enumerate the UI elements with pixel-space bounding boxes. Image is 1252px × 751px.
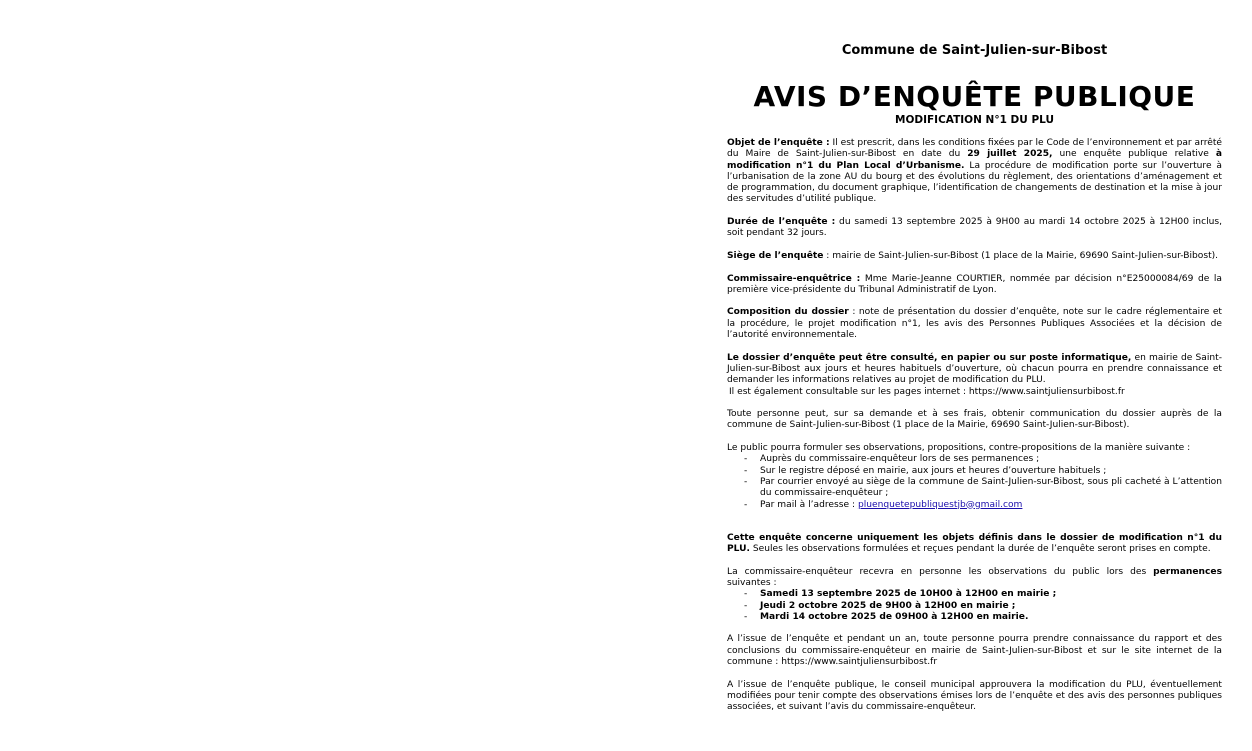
- consultation-paragraph: [727, 353, 1222, 398]
- communication-paragraph: Toute personne peut, sur sa demande et à ses frais, obtenir communication du dossier auprès de la commune de Saint-Julien-sur-Bibost (1 place de la Mairie, 69690 Saint-Julien-sur-Bibost).: [727, 409, 1222, 431]
- observations-intro: Le public pourra formuler ses observations, propositions, contre-propositions de la manière suivante :: [727, 443, 1191, 454]
- notice-subtitle: MODIFICATION N°1 DU PLU: [895, 114, 1054, 126]
- list-item: [727, 601, 1222, 612]
- siege-paragraph: [727, 251, 1222, 262]
- observations-list: [727, 454, 1222, 510]
- mail-prefix: Par mail à l’adresse :: [760, 499, 858, 510]
- concerne-bold: Cette enquête concerne uniquement les objets définis dans le dossier de modification n°1 du PLU.: [727, 532, 1222, 555]
- duree-label: Durée de l’enquête :: [727, 217, 836, 228]
- composition-label: Composition du dossier: [727, 307, 849, 318]
- list-item: [727, 612, 1222, 623]
- approbation-paragraph: A l’issue de l’enquête publique, le conseil municipal approuvera la modification du PLU, éventuellement modifiées pour tenir compte des observations émises lors de l’enquête et des avis des personnes publiques associées, et suivant l’avis du commissaire-enquêteur.: [727, 679, 1222, 713]
- permanences-intro-bold: permanences: [1153, 566, 1222, 577]
- siege-text: : mairie de Saint-Julien-sur-Bibost (1 place de la Mairie, 69690 Saint-Julien-sur-Bibost).: [823, 250, 1219, 261]
- notice-body: [727, 138, 1222, 714]
- permanences-intro-text: La commissaire-enquêteur recevra en personne les observations du public lors des: [727, 566, 1154, 577]
- rapport-paragraph: A l’issue de l’enquête et pendant un an, toute personne pourra prendre connaissance du rapport et des conclusions du commissaire-enquêteur en mairie de Saint-Julien-sur-Bibost et sur le site internet de la commune : https://www.saintjuliensurbibost.fr: [727, 634, 1222, 668]
- permanences-list: [727, 589, 1222, 623]
- permanences-intro-end: suivantes :: [727, 577, 777, 588]
- concerne-text: Seules les observations formulées et reçues pendant la durée de l’enquête seront prises en compte.: [749, 544, 1211, 555]
- list-item: [727, 500, 1222, 511]
- list-item: - Par courrier envoyé au siège de la commune de Saint-Julien-sur-Bibost, sous pli cacheté à L’attention du commissaire-enquêteur ;: [727, 477, 1222, 500]
- commune-name: Commune de Saint-Julien-sur-Bibost: [841, 43, 1108, 58]
- notice-title: AVIS D’ENQUÊTE PUBLIQUE: [753, 80, 1196, 113]
- commissaire-paragraph: [727, 274, 1222, 297]
- siege-label: Siège de l’enquête: [727, 250, 824, 261]
- permanences-intro: [727, 567, 1222, 590]
- objet-bold-object: à modification n°1 du Plan Local d’Urbanisme.: [727, 149, 1222, 171]
- composition-text: : note de présentation du dossier d’enquête, note sur le cadre réglementaire et la procédure, le projet modification n°1, les avis des Personnes Publiques Associées et la décision de l’autorité environnementale.: [727, 307, 1223, 341]
- duree-paragraph: [727, 217, 1222, 240]
- permanence-date: Mardi 14 octobre 2025 de 09H00 à 12H00 en mairie.: [760, 611, 1029, 622]
- objet-text3: La procédure de modification porte sur l’ouverture à l’urbanisation de la zone AU du bourg et des évolutions du règlement, des orientations d’aménagement et de programmation, du document graphique, l’identification de changements de destination et la mise à jour des servitudes d’utilité publique.: [727, 160, 1223, 205]
- notice-page: [727, 40, 1222, 745]
- objet-text1: Il est prescrit, dans les conditions fixées par le Code de l’environnement et par arrêté du Maire de Saint-Julien-sur-Bibost en date du: [727, 138, 1223, 160]
- list-item: - Sur le registre déposé en mairie, aux jours et heures d’ouverture habituels ;: [727, 466, 1222, 477]
- email-link[interactable]: pluenquetepubliquestjb@gmail.com: [857, 499, 1023, 510]
- composition-paragraph: [727, 307, 1222, 341]
- permanence-date: Jeudi 2 octobre 2025 de 9H00 à 12H00 en mairie ;: [760, 600, 1016, 611]
- objet-label: Objet de l’enquête :: [727, 138, 830, 148]
- objet-paragraph: [727, 138, 1222, 206]
- list-item: [727, 589, 1222, 600]
- list-item: - Auprès du commissaire-enquêteur lors de ses permanences ;: [727, 454, 1222, 465]
- consultation-internet: Il est également consultable sur les pages internet : https://www.saintjuliensurbibost.fr: [729, 386, 1125, 397]
- objet-date: 29 juillet 2025,: [967, 149, 1053, 160]
- commissaire-label: Commissaire-enquêtrice :: [727, 273, 861, 284]
- concerne-paragraph: [727, 533, 1222, 556]
- permanence-date: Samedi 13 septembre 2025 de 10H00 à 12H00 en mairie ;: [760, 589, 1057, 600]
- consultation-text: en mairie de Saint-Julien-sur-Bibost aux jours et heures habituels d’ouverture, où chacun pourra en prendre connaissance et demander les informations relatives au projet de modification du PLU.: [727, 352, 1222, 386]
- duree-text: du samedi 13 septembre 2025 à 9H00 au mardi 14 octobre 2025 à 12H00 inclus, soit pendant 32 jours.: [727, 217, 1222, 239]
- consultation-bold: Le dossier d’enquête peut être consulté, en papier ou sur poste informatique,: [727, 352, 1132, 363]
- objet-text2: une enquête publique relative: [1052, 149, 1216, 160]
- commissaire-text: Mme Marie-Jeanne COURTIER, nommée par décision n°E25000084/69 de la première vice-présidente du Tribunal Administratif de Lyon.: [727, 273, 1222, 295]
